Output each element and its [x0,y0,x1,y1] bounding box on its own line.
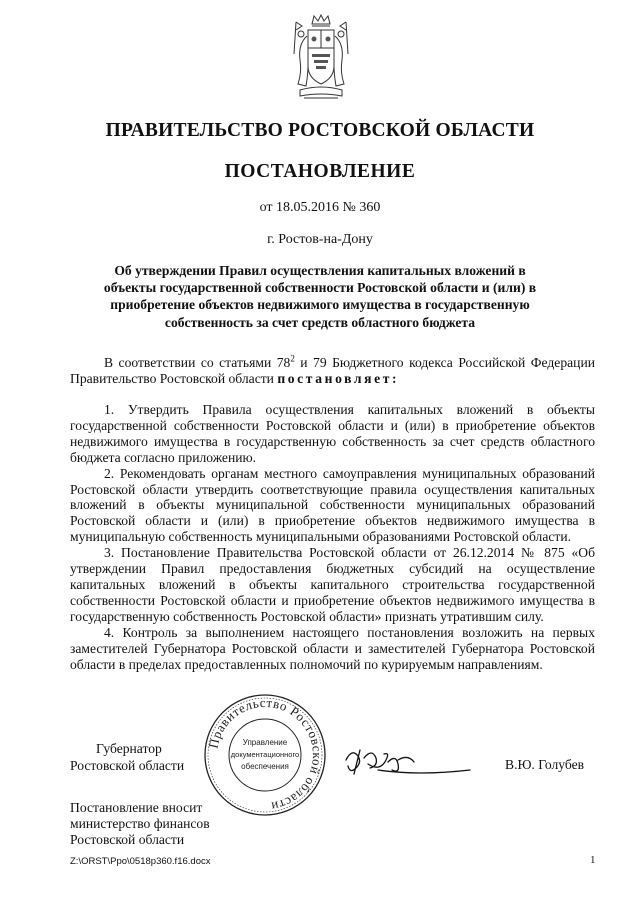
page-number: 1 [590,854,596,866]
signatory-position-line1: Губернатор [96,741,162,756]
submitted-by-line2: министерство финансов [70,816,210,831]
decree-item-3: 3. Постановление Правительства Ростовской области от 26.12.2014 № 875 «Об утверждении Правил предоставления бюджетных субсидий на осуществление капитальных вложений в объекты капитального строительства государственной собственности Ростовской области и приобретение объектов недвижимого имущества в государственную собственность Ростовской области» признать утратившим силу. [70,545,595,624]
submitted-by-line3: Ростовской области [70,832,185,847]
article-superscript: 2 [290,353,295,364]
decree-item-4: 4. Контроль за выполнением настоящего постановления возложить на первых заместителей Губернатора Ростовской области и заместителей Губернатора Ростовской области в пределах предоставленных полномочий по курируемым направлениям. [70,624,595,672]
coat-of-arms-emblem [290,14,352,106]
decree-items [70,402,595,672]
decree-item-1: 1. Утвердить Правила осуществления капитальных вложений в объекты государственной собственности Ростовской области и (или) в приобретение объектов недвижимого имущества в государственную собственность за счет средств областного бюджета согласно приложению. [70,402,595,465]
seal-outer-text: Правительство Ростовской области [205,694,326,815]
signatory-position-line2: Ростовской области [70,758,185,773]
decree-item-2: 2. Рекомендовать органам местного самоуправления муниципальных образований Ростовской области утвердить соответствующие правила осуществления капитальных вложений в объекты муниципальной собственности муниципальных образований Ростовской области и (или) в приобретение объектов недвижимого имущества в муниципальную собственность муниципальными образованиями Ростовской области. [70,465,595,545]
seal-inner-line2: документационного [230,750,300,759]
government-title: ПРАВИТЕЛЬСТВО РОСТОВСКОЙ ОБЛАСТИ [105,120,535,141]
resolves-word: постановляет: [277,370,400,386]
preamble-text-start: В соответствии со статьями 78 [104,355,291,370]
decree-city: г. Ростов-на-Дону [267,232,373,247]
preamble-text-end: и 79 Бюджетного кодекса Российской Федерации Правительство Ростовской области [70,355,595,386]
submitted-by-line1: Постановление вносит [70,800,203,815]
decree-subject-heading: Об утверждении Правил осуществления капитальных вложений в объекты государственной собственности Ростовской области и (или) в приобретение объектов недвижимого имущества в государственную собственность за счет средств областного бюджета [103,263,537,330]
handwritten-signature [338,740,473,782]
signatory-position [70,740,184,774]
document-type-title: ПОСТАНОВЛЕНИЕ [224,161,416,182]
signatory-name: В.Ю. Голубев [505,757,585,772]
seal-inner-line1: Управление [242,738,288,747]
seal-inner-line3: обеспечения [241,762,289,771]
official-seal-stamp [202,692,328,818]
decree-date-number: от 18.05.2016 № 360 [259,200,381,215]
footer-file-path: Z:\ORST\Ppo\0518p360.f16.docx [70,856,211,867]
preamble-paragraph [70,355,595,387]
submitted-by-block [70,800,210,848]
